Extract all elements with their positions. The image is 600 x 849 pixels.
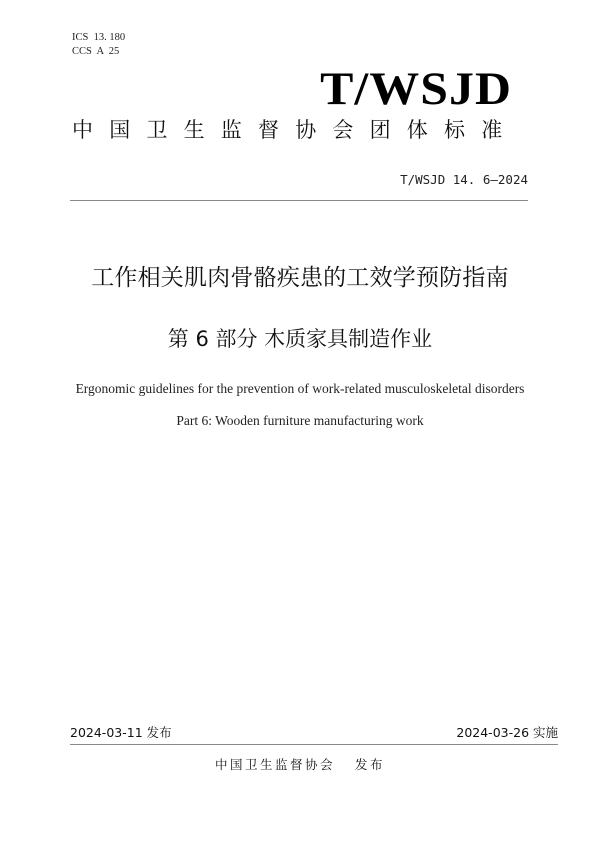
publisher-action: 发布 [355, 757, 386, 772]
document-part-english: Part 6: Wooden furniture manufacturing work [176, 413, 424, 428]
standard-code: T/WSJD 14. 6—2024 [400, 172, 528, 187]
implementation-date: 2024-03-26 实施 [456, 725, 558, 740]
header-divider [70, 200, 528, 201]
classification-codes [72, 31, 125, 59]
publisher-line [0, 757, 600, 773]
organization-standard-title: 中国卫生监督协会团体标准 [72, 118, 519, 142]
standard-logo: T/WSJD [320, 63, 512, 115]
document-part-chinese: 第 6 部分 木质家具制造作业 [167, 327, 433, 351]
publisher-name: 中国卫生监督协会 [214, 757, 335, 772]
ics-code: ICS 13. 180 [72, 32, 126, 43]
footer-divider [70, 744, 558, 745]
document-title-chinese: 工作相关肌肉骨骼疾患的工效学预防指南 [91, 265, 509, 291]
ccs-code: CCS A 25 [72, 46, 120, 57]
issue-date: 2024-03-11 发布 [70, 725, 172, 740]
document-title-english: Ergonomic guidelines for the prevention of work-related musculoskeletal disorders [75, 381, 525, 396]
